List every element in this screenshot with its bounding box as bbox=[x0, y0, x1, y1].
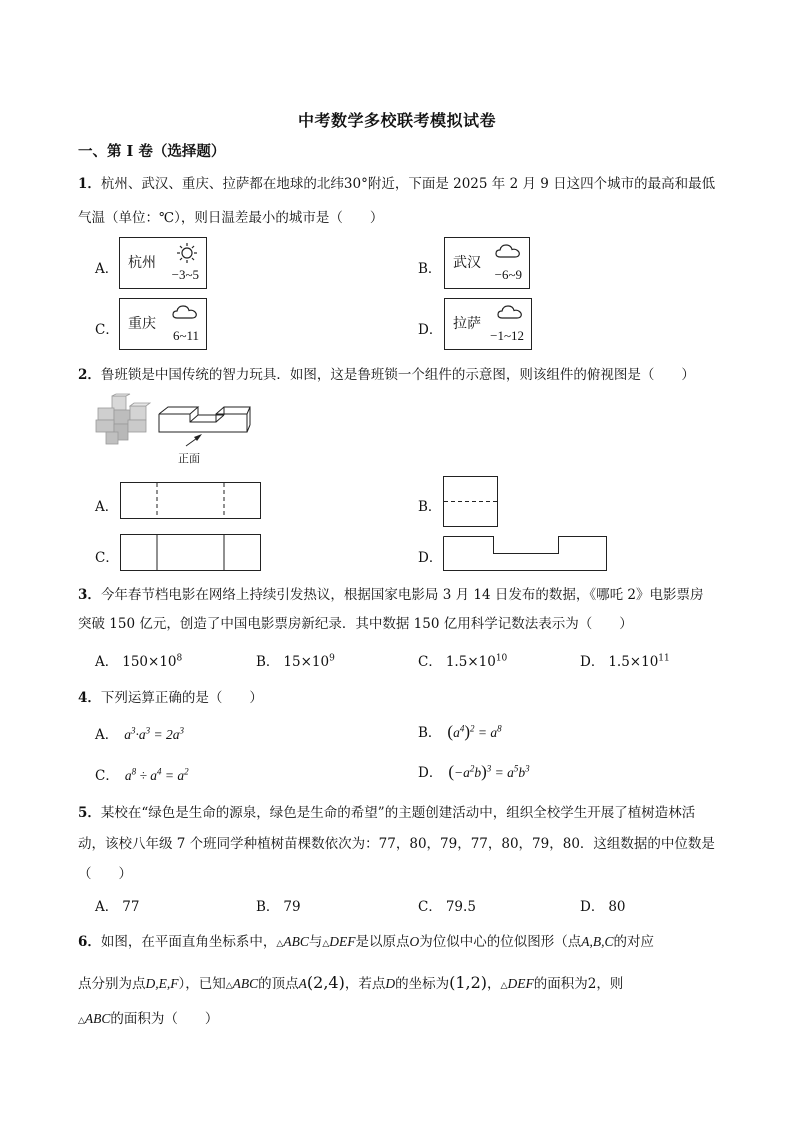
luban-lock-photo bbox=[92, 394, 152, 446]
q5-text-1: 某校在“绿色是生命的源泉，绿色是生命的希望”的主题创建活动中，组织全校学生开展了植树造林活 bbox=[100, 805, 696, 821]
q1-option-d-city: 拉萨 bbox=[453, 316, 481, 332]
q3-option-c[interactable] bbox=[418, 650, 507, 670]
q4-text-1: 下列运算正确的是（ ） bbox=[100, 690, 263, 706]
q1-stem-line1 bbox=[78, 172, 715, 192]
q6-number: 6． bbox=[78, 934, 101, 950]
q3-stem-line1 bbox=[78, 583, 703, 603]
q2-option-b-letter[interactable]: B． bbox=[418, 499, 442, 515]
q3-option-a-letter: A． bbox=[95, 654, 119, 670]
q3-option-c-exp: 10 bbox=[495, 653, 508, 664]
q5-option-d-value: 80 bbox=[608, 899, 626, 915]
component-diagram bbox=[158, 406, 250, 466]
q5-option-a-value: 77 bbox=[122, 899, 140, 915]
q2-number: 2． bbox=[78, 367, 101, 383]
q5-option-b-letter: B． bbox=[256, 899, 280, 915]
q6-point-a: A bbox=[298, 976, 307, 991]
q3-text-2: 突破 150 亿元，创造了中国电影票房新纪录．其中数据 150 亿用科学记数法表示为（ ） bbox=[78, 616, 633, 632]
q3-option-d-letter: D． bbox=[580, 654, 605, 670]
q6-abc: ABC bbox=[283, 934, 309, 949]
q4-stem bbox=[78, 686, 263, 706]
q1-option-a-city: 杭州 bbox=[128, 255, 156, 271]
q2-option-a-figure[interactable] bbox=[120, 482, 262, 520]
q6-stem-line3: △ABC的面积为（ ） bbox=[78, 1011, 219, 1027]
q3-option-d[interactable] bbox=[580, 650, 670, 670]
q5-option-c-value: 79.5 bbox=[445, 899, 476, 915]
q2-option-b-figure[interactable] bbox=[443, 476, 499, 528]
q1-option-b-temp: −6~9 bbox=[494, 267, 522, 282]
q1-option-c-card[interactable] bbox=[119, 298, 207, 350]
front-view-label: 正面 bbox=[178, 452, 200, 465]
q2-option-c-letter[interactable]: C． bbox=[95, 550, 119, 566]
q2-text-1: 鲁班锁是中国传统的智力玩具．如图，这是鲁班锁一个组件的示意图，则该组件的俯视图是（ ） bbox=[100, 367, 695, 383]
q6-text-2b: ），已知 bbox=[178, 976, 226, 992]
q3-option-b[interactable] bbox=[256, 650, 335, 670]
q1-option-a-letter[interactable]: A． bbox=[95, 261, 119, 277]
q4-option-b[interactable] bbox=[418, 721, 502, 742]
q6-text-2f: ， bbox=[487, 976, 501, 992]
q3-number: 3． bbox=[78, 587, 101, 603]
q4-option-d-expr: $(-a^2b)^3 = a^5b^3$ bbox=[448, 762, 530, 781]
q6-text-2c: 的顶点 bbox=[258, 976, 299, 992]
q4-option-a[interactable] bbox=[95, 723, 184, 743]
q6-origin: O bbox=[409, 934, 420, 949]
q6-points-abc: A,B,C bbox=[581, 934, 614, 949]
cloud-icon bbox=[495, 242, 521, 264]
q6-points-def: D,E,F bbox=[145, 976, 179, 991]
q1-option-b-city: 武汉 bbox=[453, 255, 481, 271]
q1-option-d-card[interactable] bbox=[444, 298, 532, 350]
cloud-icon bbox=[497, 303, 523, 325]
q4-option-c-letter: C． bbox=[95, 768, 119, 784]
q1-option-c-city: 重庆 bbox=[128, 316, 156, 332]
q5-option-d-letter: D． bbox=[580, 899, 605, 915]
q1-text-2: 气温（单位：℃），则日温差最小的城市是（ ） bbox=[78, 210, 384, 226]
q1-number: 1． bbox=[78, 176, 101, 192]
q4-option-a-expr: $a^3\cdot a^3 = 2a^3$ bbox=[124, 725, 184, 742]
q4-option-a-letter: A． bbox=[95, 727, 119, 743]
q3-option-b-letter: B． bbox=[256, 654, 280, 670]
q5-text-2: 动，该校八年级 7 个班同学种植树苗棵数依次为：77，80，79，77，80，79，80．这组数据的中位数是 bbox=[78, 836, 715, 852]
q1-option-c-temp: 6~11 bbox=[172, 328, 199, 343]
q5-text-3: （ ） bbox=[78, 866, 132, 882]
q4-option-d-letter: D． bbox=[418, 765, 443, 781]
q4-option-c[interactable] bbox=[95, 764, 189, 784]
q3-option-d-exp: 11 bbox=[658, 653, 670, 664]
q5-number: 5． bbox=[78, 805, 101, 821]
q2-option-d-figure[interactable] bbox=[443, 536, 609, 572]
q6-text-2e: 的坐标为 bbox=[395, 976, 450, 992]
q6-text-1e: 的对应 bbox=[613, 934, 654, 950]
q6-text-2h: ，则 bbox=[596, 976, 624, 992]
q3-option-b-base: 15×10 bbox=[283, 654, 330, 670]
q6-text-1b: 与 bbox=[308, 934, 323, 950]
q6-text-1a: 如图，在平面直角坐标系中， bbox=[100, 934, 277, 950]
q6-text-1d: 为位似中心的位似图形（点 bbox=[419, 934, 582, 950]
q5-option-c-letter: C． bbox=[418, 899, 442, 915]
q2-option-d-letter[interactable]: D． bbox=[418, 550, 443, 566]
q6-point-d-coord: (1,2) bbox=[449, 973, 488, 992]
q4-option-b-letter: B． bbox=[418, 725, 442, 741]
q3-option-b-exp: 9 bbox=[329, 653, 335, 664]
cloud-icon bbox=[172, 303, 198, 325]
q1-option-a-card[interactable] bbox=[119, 237, 207, 289]
q3-option-a-base: 150×10 bbox=[122, 654, 177, 670]
q6-point-a-coord: (2,4) bbox=[306, 973, 345, 992]
q4-number: 4． bbox=[78, 690, 101, 706]
q6-def-2: DEF bbox=[507, 976, 534, 991]
q1-option-b-card[interactable] bbox=[444, 237, 530, 289]
q2-option-a-letter[interactable]: A． bbox=[95, 499, 119, 515]
q6-def: DEF bbox=[329, 934, 356, 949]
q5-stem-line1 bbox=[78, 801, 695, 821]
q6-text-3: 的面积为（ ） bbox=[110, 1011, 219, 1027]
q5-option-b[interactable] bbox=[256, 895, 301, 915]
q1-option-d-temp: −1~12 bbox=[490, 328, 524, 343]
section-heading: 一、第 I 卷（选择题） bbox=[78, 143, 226, 160]
q1-text-1: 杭州、武汉、重庆、拉萨都在地球的北纬30°附近，下面是 2025 年 2 月 9 日这四个城市的最高和最低 bbox=[100, 176, 716, 192]
q5-option-a[interactable] bbox=[95, 895, 139, 915]
q1-option-a-temp: −3~5 bbox=[171, 267, 199, 282]
q6-point-d: D bbox=[385, 976, 396, 991]
page-title: 中考数学多校联考模拟试卷 bbox=[297, 111, 496, 130]
q6-stem-line1: 6．如图，在平面直角坐标系中，△ABC与△DEF是以原点O为位似中心的位似图形（点A,B,C的对应 bbox=[78, 934, 654, 950]
q6-text-2g: 的面积为 bbox=[533, 976, 588, 992]
q5-option-b-value: 79 bbox=[283, 899, 301, 915]
q3-option-d-base: 1.5×10 bbox=[608, 654, 659, 670]
q6-text-2a: 点分别为点 bbox=[78, 976, 146, 992]
sun-icon bbox=[176, 242, 198, 268]
q1-option-c-letter[interactable]: C． bbox=[95, 322, 119, 338]
q4-option-b-expr: $(a^4)^2 = a^8$ bbox=[447, 722, 502, 741]
q6-stem-line2: 点分别为点D,E,F），已知△ABC的顶点A(2,4)，若点D的坐标为(1,2)，△DEF的面积为2，则 bbox=[78, 973, 624, 992]
q6-text-2d: ，若点 bbox=[344, 976, 386, 992]
q3-text-1: 今年春节档电影在网络上持续引发热议，根据国家电影局 3 月 14 日发布的数据，《哪吒 2》电影票房 bbox=[100, 587, 704, 603]
q1-option-b-letter[interactable]: B． bbox=[418, 261, 442, 277]
q6-abc-3: ABC bbox=[84, 1011, 111, 1026]
q6-text-1c: 是以原点 bbox=[355, 934, 410, 950]
q6-area: 2 bbox=[587, 976, 597, 992]
q2-option-c-figure[interactable] bbox=[120, 534, 262, 572]
q3-option-c-base: 1.5×10 bbox=[445, 654, 496, 670]
q5-option-d[interactable] bbox=[580, 895, 626, 915]
q4-option-c-expr: $a^8 \div a^4 = a^2$ bbox=[124, 766, 189, 783]
q3-option-a-exp: 8 bbox=[176, 653, 183, 664]
q4-option-d[interactable] bbox=[418, 761, 530, 782]
q5-option-c[interactable] bbox=[418, 895, 476, 915]
q3-option-c-letter: C． bbox=[418, 654, 442, 670]
q2-stem bbox=[78, 363, 695, 383]
q5-option-a-letter: A． bbox=[95, 899, 119, 915]
q6-abc-2: ABC bbox=[232, 976, 259, 991]
q1-option-d-letter[interactable]: D． bbox=[418, 322, 443, 338]
q3-option-a[interactable] bbox=[95, 650, 182, 670]
